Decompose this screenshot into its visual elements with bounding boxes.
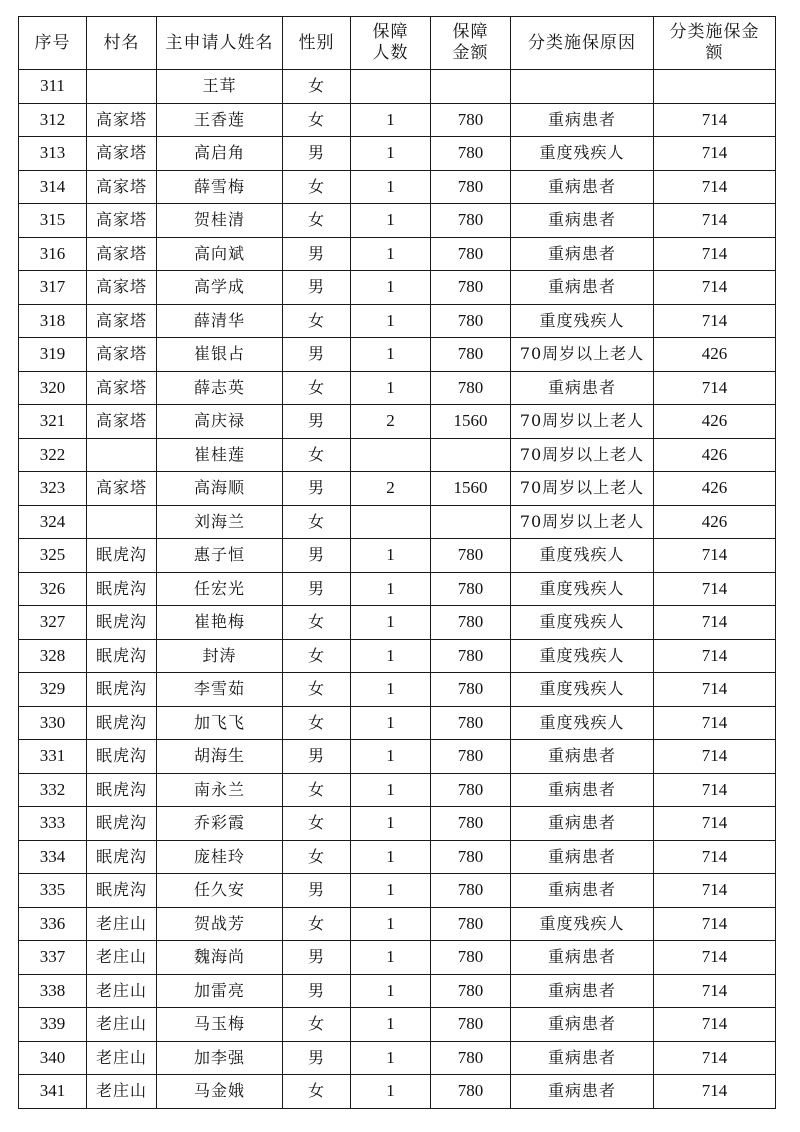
gender-cell: 男 [283, 271, 351, 305]
village-cell: 高家塔 [87, 237, 157, 271]
applicant-name-cell: 崔艳梅 [157, 606, 283, 640]
covered-persons-cell: 1 [351, 271, 431, 305]
category-amount-cell: 714 [654, 1008, 776, 1042]
applicant-name-cell: 王香莲 [157, 103, 283, 137]
category-amount-cell: 714 [654, 706, 776, 740]
village-cell: 眠虎沟 [87, 673, 157, 707]
category-reason-cell [511, 70, 654, 104]
covered-persons-cell: 1 [351, 1008, 431, 1042]
village-cell: 老庄山 [87, 974, 157, 1008]
serial-cell: 340 [19, 1041, 87, 1075]
village-cell [87, 505, 157, 539]
category-amount-cell: 714 [654, 606, 776, 640]
gender-cell: 男 [283, 472, 351, 506]
category-reason-cell: 70周岁以上老人 [511, 338, 654, 372]
covered-persons-cell: 1 [351, 874, 431, 908]
gender-cell: 女 [283, 773, 351, 807]
table-row [19, 505, 776, 539]
amount-cell: 780 [431, 237, 511, 271]
covered-persons-cell: 1 [351, 773, 431, 807]
village-cell: 高家塔 [87, 371, 157, 405]
covered-persons-cell: 1 [351, 572, 431, 606]
serial-cell: 329 [19, 673, 87, 707]
table-row [19, 639, 776, 673]
gender-cell: 男 [283, 740, 351, 774]
gender-cell: 男 [283, 874, 351, 908]
amount-cell: 780 [431, 137, 511, 171]
amount-cell: 780 [431, 1008, 511, 1042]
category-reason-cell: 重病患者 [511, 170, 654, 204]
applicant-name-cell: 魏海尚 [157, 941, 283, 975]
category-reason-cell: 重病患者 [511, 740, 654, 774]
gender-cell: 女 [283, 204, 351, 238]
table-row [19, 1008, 776, 1042]
village-cell: 老庄山 [87, 1041, 157, 1075]
category-reason-cell: 70周岁以上老人 [511, 472, 654, 506]
covered-persons-cell: 1 [351, 639, 431, 673]
amount-cell: 780 [431, 539, 511, 573]
table-row [19, 1075, 776, 1109]
amount-cell: 780 [431, 103, 511, 137]
gender-cell: 女 [283, 70, 351, 104]
applicant-name-cell: 高海顺 [157, 472, 283, 506]
amount-cell: 780 [431, 673, 511, 707]
amount-cell: 1560 [431, 472, 511, 506]
category-reason-cell: 重病患者 [511, 1075, 654, 1109]
gender-cell: 男 [283, 237, 351, 271]
serial-cell: 338 [19, 974, 87, 1008]
village-cell: 眠虎沟 [87, 840, 157, 874]
serial-cell: 315 [19, 204, 87, 238]
village-cell [87, 438, 157, 472]
amount-cell: 780 [431, 706, 511, 740]
table-row [19, 137, 776, 171]
category-amount-cell: 426 [654, 438, 776, 472]
village-cell: 老庄山 [87, 941, 157, 975]
applicant-name-cell: 加李强 [157, 1041, 283, 1075]
category-amount-cell: 714 [654, 974, 776, 1008]
category-reason-cell: 重度残疾人 [511, 673, 654, 707]
category-reason-cell: 重病患者 [511, 807, 654, 841]
village-cell: 眠虎沟 [87, 539, 157, 573]
amount-cell: 780 [431, 907, 511, 941]
category-reason-cell: 重病患者 [511, 974, 654, 1008]
serial-cell: 321 [19, 405, 87, 439]
serial-cell: 324 [19, 505, 87, 539]
covered-persons-cell: 1 [351, 706, 431, 740]
village-cell: 高家塔 [87, 304, 157, 338]
covered-persons-cell: 1 [351, 371, 431, 405]
serial-cell: 319 [19, 338, 87, 372]
covered-persons-cell: 1 [351, 606, 431, 640]
category-reason-cell: 重病患者 [511, 773, 654, 807]
village-cell: 高家塔 [87, 103, 157, 137]
applicant-name-cell: 王茸 [157, 70, 283, 104]
village-cell: 眠虎沟 [87, 706, 157, 740]
table-row [19, 840, 776, 874]
gender-cell: 女 [283, 371, 351, 405]
table-row [19, 539, 776, 573]
applicant-name-cell: 高学成 [157, 271, 283, 305]
assistance-roster-table [18, 16, 776, 1109]
category-amount-cell: 714 [654, 941, 776, 975]
covered-persons-cell: 1 [351, 673, 431, 707]
category-amount-cell: 714 [654, 539, 776, 573]
covered-persons-cell: 1 [351, 941, 431, 975]
serial-cell: 331 [19, 740, 87, 774]
applicant-name-cell: 薛志英 [157, 371, 283, 405]
applicant-name-cell: 贺战芳 [157, 907, 283, 941]
applicant-name-cell: 薛清华 [157, 304, 283, 338]
category-amount-cell: 426 [654, 338, 776, 372]
category-reason-cell: 重病患者 [511, 840, 654, 874]
category-amount-cell: 714 [654, 740, 776, 774]
amount-cell: 1560 [431, 405, 511, 439]
col-header-amount: 保障金额 [431, 17, 511, 70]
amount-cell: 780 [431, 639, 511, 673]
table-row [19, 673, 776, 707]
category-reason-cell: 重病患者 [511, 204, 654, 238]
table-row [19, 237, 776, 271]
table-row [19, 706, 776, 740]
covered-persons-cell: 1 [351, 539, 431, 573]
serial-cell: 314 [19, 170, 87, 204]
village-cell: 高家塔 [87, 170, 157, 204]
amount-cell: 780 [431, 271, 511, 305]
category-reason-cell: 重病患者 [511, 271, 654, 305]
category-reason-cell: 重度残疾人 [511, 304, 654, 338]
category-reason-cell: 70周岁以上老人 [511, 405, 654, 439]
covered-persons-cell: 1 [351, 740, 431, 774]
village-cell: 高家塔 [87, 338, 157, 372]
covered-persons-cell: 1 [351, 237, 431, 271]
roster-sheet [18, 16, 776, 1109]
covered-persons-cell [351, 70, 431, 104]
covered-persons-cell [351, 438, 431, 472]
covered-persons-cell: 2 [351, 472, 431, 506]
category-reason-cell: 重病患者 [511, 1008, 654, 1042]
serial-cell: 311 [19, 70, 87, 104]
applicant-name-cell: 任久安 [157, 874, 283, 908]
amount-cell: 780 [431, 874, 511, 908]
village-cell: 高家塔 [87, 137, 157, 171]
category-reason-cell: 重病患者 [511, 237, 654, 271]
gender-cell: 男 [283, 1041, 351, 1075]
gender-cell: 女 [283, 840, 351, 874]
village-cell: 眠虎沟 [87, 773, 157, 807]
category-amount-cell: 714 [654, 639, 776, 673]
category-amount-cell: 426 [654, 405, 776, 439]
applicant-name-cell: 高向斌 [157, 237, 283, 271]
applicant-name-cell: 乔彩霞 [157, 807, 283, 841]
category-amount-cell: 714 [654, 840, 776, 874]
applicant-name-cell: 加雷亮 [157, 974, 283, 1008]
applicant-name-cell: 马玉梅 [157, 1008, 283, 1042]
covered-persons-cell: 1 [351, 170, 431, 204]
serial-cell: 327 [19, 606, 87, 640]
serial-cell: 313 [19, 137, 87, 171]
serial-cell: 337 [19, 941, 87, 975]
covered-persons-cell: 1 [351, 1041, 431, 1075]
serial-cell: 333 [19, 807, 87, 841]
gender-cell: 男 [283, 572, 351, 606]
applicant-name-cell: 南永兰 [157, 773, 283, 807]
serial-cell: 334 [19, 840, 87, 874]
col-header-gender: 性别 [283, 17, 351, 70]
applicant-name-cell: 贺桂清 [157, 204, 283, 238]
gender-cell: 女 [283, 907, 351, 941]
category-amount-cell: 714 [654, 874, 776, 908]
category-reason-cell: 重度残疾人 [511, 572, 654, 606]
village-cell: 老庄山 [87, 1008, 157, 1042]
covered-persons-cell: 2 [351, 405, 431, 439]
covered-persons-cell: 1 [351, 304, 431, 338]
amount-cell: 780 [431, 338, 511, 372]
category-amount-cell: 714 [654, 137, 776, 171]
table-row [19, 907, 776, 941]
serial-cell: 341 [19, 1075, 87, 1109]
category-amount-cell: 714 [654, 271, 776, 305]
gender-cell: 男 [283, 137, 351, 171]
applicant-name-cell: 薛雪梅 [157, 170, 283, 204]
serial-cell: 339 [19, 1008, 87, 1042]
amount-cell: 780 [431, 606, 511, 640]
village-cell: 眠虎沟 [87, 572, 157, 606]
category-reason-cell: 重病患者 [511, 1041, 654, 1075]
amount-cell: 780 [431, 304, 511, 338]
category-amount-cell: 714 [654, 237, 776, 271]
gender-cell: 女 [283, 706, 351, 740]
amount-cell: 780 [431, 840, 511, 874]
col-header-covered-persons: 保障人数 [351, 17, 431, 70]
gender-cell: 女 [283, 639, 351, 673]
covered-persons-cell [351, 505, 431, 539]
col-header-village: 村名 [87, 17, 157, 70]
village-cell: 眠虎沟 [87, 639, 157, 673]
covered-persons-cell: 1 [351, 338, 431, 372]
category-reason-cell: 重病患者 [511, 874, 654, 908]
category-amount-cell: 714 [654, 807, 776, 841]
serial-cell: 323 [19, 472, 87, 506]
applicant-name-cell: 崔银占 [157, 338, 283, 372]
table-row [19, 338, 776, 372]
covered-persons-cell: 1 [351, 907, 431, 941]
applicant-name-cell: 任宏光 [157, 572, 283, 606]
amount-cell: 780 [431, 572, 511, 606]
amount-cell: 780 [431, 807, 511, 841]
covered-persons-cell: 1 [351, 974, 431, 1008]
col-header-applicant: 主申请人姓名 [157, 17, 283, 70]
amount-cell [431, 505, 511, 539]
village-cell: 高家塔 [87, 472, 157, 506]
serial-cell: 322 [19, 438, 87, 472]
category-amount-cell: 714 [654, 773, 776, 807]
gender-cell: 女 [283, 438, 351, 472]
applicant-name-cell: 惠子恒 [157, 539, 283, 573]
table-row [19, 70, 776, 104]
village-cell: 老庄山 [87, 907, 157, 941]
applicant-name-cell: 胡海生 [157, 740, 283, 774]
amount-cell [431, 70, 511, 104]
category-amount-cell: 714 [654, 371, 776, 405]
amount-cell: 780 [431, 170, 511, 204]
roster-body [19, 70, 776, 1109]
serial-cell: 335 [19, 874, 87, 908]
amount-cell: 780 [431, 941, 511, 975]
applicant-name-cell: 加飞飞 [157, 706, 283, 740]
amount-cell: 780 [431, 1075, 511, 1109]
village-cell: 眠虎沟 [87, 606, 157, 640]
category-amount-cell: 714 [654, 673, 776, 707]
village-cell: 眠虎沟 [87, 807, 157, 841]
gender-cell: 女 [283, 807, 351, 841]
table-row [19, 170, 776, 204]
category-reason-cell: 重度残疾人 [511, 706, 654, 740]
covered-persons-cell: 1 [351, 137, 431, 171]
table-row [19, 941, 776, 975]
category-amount-cell: 714 [654, 907, 776, 941]
category-reason-cell: 70周岁以上老人 [511, 505, 654, 539]
category-amount-cell [654, 70, 776, 104]
gender-cell: 女 [283, 170, 351, 204]
covered-persons-cell: 1 [351, 1075, 431, 1109]
applicant-name-cell: 高庆禄 [157, 405, 283, 439]
applicant-name-cell: 庞桂玲 [157, 840, 283, 874]
applicant-name-cell: 马金娥 [157, 1075, 283, 1109]
amount-cell: 780 [431, 974, 511, 1008]
gender-cell: 女 [283, 1075, 351, 1109]
covered-persons-cell: 1 [351, 807, 431, 841]
gender-cell: 女 [283, 606, 351, 640]
category-reason-cell: 重病患者 [511, 941, 654, 975]
applicant-name-cell: 封涛 [157, 639, 283, 673]
covered-persons-cell: 1 [351, 103, 431, 137]
amount-cell: 780 [431, 1041, 511, 1075]
table-row [19, 740, 776, 774]
category-reason-cell: 重度残疾人 [511, 137, 654, 171]
serial-cell: 316 [19, 237, 87, 271]
village-cell: 老庄山 [87, 1075, 157, 1109]
table-row [19, 874, 776, 908]
gender-cell: 男 [283, 338, 351, 372]
category-reason-cell: 重病患者 [511, 103, 654, 137]
category-reason-cell: 70周岁以上老人 [511, 438, 654, 472]
gender-cell: 女 [283, 673, 351, 707]
table-row [19, 405, 776, 439]
serial-cell: 332 [19, 773, 87, 807]
serial-cell: 336 [19, 907, 87, 941]
table-row [19, 572, 776, 606]
village-cell: 高家塔 [87, 271, 157, 305]
table-row [19, 103, 776, 137]
serial-cell: 326 [19, 572, 87, 606]
table-row [19, 371, 776, 405]
gender-cell: 男 [283, 539, 351, 573]
table-row [19, 773, 776, 807]
village-cell [87, 70, 157, 104]
gender-cell: 女 [283, 103, 351, 137]
header-row [19, 17, 776, 70]
category-amount-cell: 426 [654, 472, 776, 506]
category-amount-cell: 714 [654, 204, 776, 238]
amount-cell: 780 [431, 204, 511, 238]
village-cell: 眠虎沟 [87, 740, 157, 774]
category-amount-cell: 714 [654, 1075, 776, 1109]
gender-cell: 男 [283, 974, 351, 1008]
table-row [19, 304, 776, 338]
category-reason-cell: 重度残疾人 [511, 539, 654, 573]
serial-cell: 325 [19, 539, 87, 573]
table-row [19, 438, 776, 472]
village-cell: 高家塔 [87, 405, 157, 439]
applicant-name-cell: 崔桂莲 [157, 438, 283, 472]
col-header-serial: 序号 [19, 17, 87, 70]
amount-cell: 780 [431, 740, 511, 774]
serial-cell: 330 [19, 706, 87, 740]
gender-cell: 男 [283, 405, 351, 439]
category-reason-cell: 重度残疾人 [511, 606, 654, 640]
covered-persons-cell: 1 [351, 204, 431, 238]
category-reason-cell: 重病患者 [511, 371, 654, 405]
col-header-category-reason: 分类施保原因 [511, 17, 654, 70]
table-row [19, 807, 776, 841]
serial-cell: 312 [19, 103, 87, 137]
category-reason-cell: 重度残疾人 [511, 907, 654, 941]
amount-cell [431, 438, 511, 472]
category-amount-cell: 714 [654, 103, 776, 137]
serial-cell: 320 [19, 371, 87, 405]
amount-cell: 780 [431, 773, 511, 807]
category-amount-cell: 714 [654, 304, 776, 338]
amount-cell: 780 [431, 371, 511, 405]
col-header-category-amount: 分类施保金额 [654, 17, 776, 70]
category-amount-cell: 714 [654, 572, 776, 606]
category-amount-cell: 714 [654, 1041, 776, 1075]
category-amount-cell: 714 [654, 170, 776, 204]
gender-cell: 女 [283, 304, 351, 338]
category-reason-cell: 重度残疾人 [511, 639, 654, 673]
gender-cell: 女 [283, 505, 351, 539]
gender-cell: 女 [283, 1008, 351, 1042]
serial-cell: 318 [19, 304, 87, 338]
village-cell: 高家塔 [87, 204, 157, 238]
applicant-name-cell: 李雪茹 [157, 673, 283, 707]
table-row [19, 606, 776, 640]
village-cell: 眠虎沟 [87, 874, 157, 908]
table-row [19, 271, 776, 305]
serial-cell: 328 [19, 639, 87, 673]
table-row [19, 204, 776, 238]
gender-cell: 男 [283, 941, 351, 975]
table-row [19, 472, 776, 506]
serial-cell: 317 [19, 271, 87, 305]
table-row [19, 1041, 776, 1075]
covered-persons-cell: 1 [351, 840, 431, 874]
table-row [19, 974, 776, 1008]
category-amount-cell: 426 [654, 505, 776, 539]
applicant-name-cell: 高启角 [157, 137, 283, 171]
applicant-name-cell: 刘海兰 [157, 505, 283, 539]
